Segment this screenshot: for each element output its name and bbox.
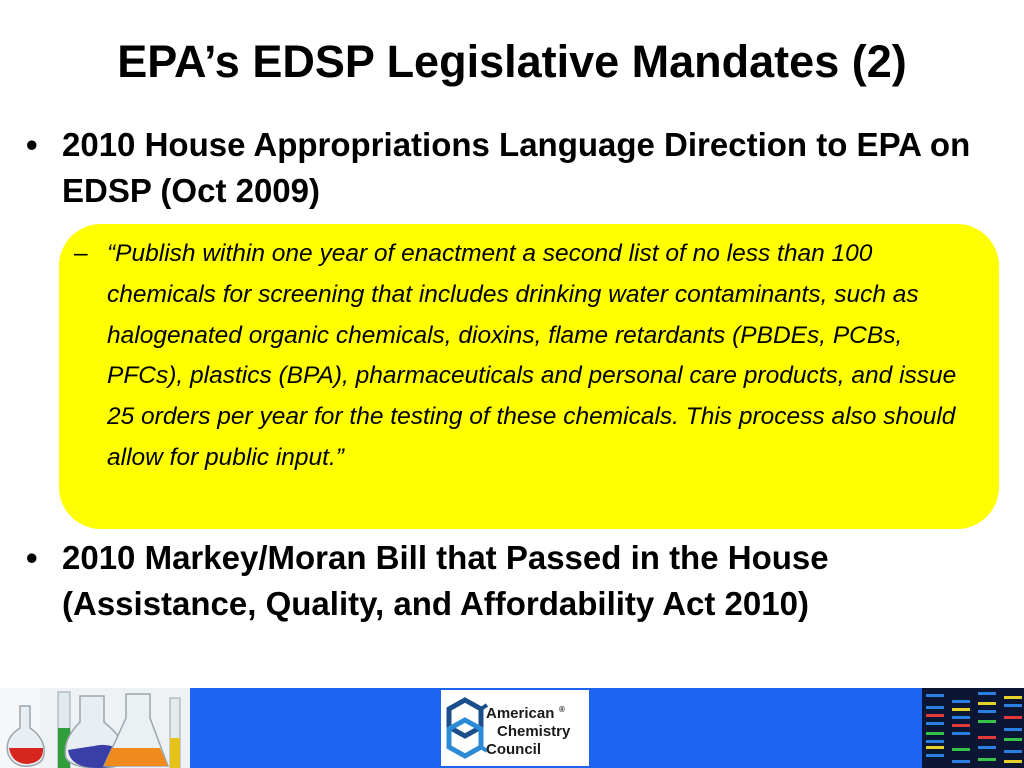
slide-title: EPA’s EDSP Legislative Mandates (2)	[117, 36, 907, 87]
bullet-text: 2010 Markey/Moran Bill that Passed in the House (Assistance, Quality, and Affordability Act 2010)	[62, 539, 829, 622]
bullet-text: 2010 House Appropriations Language Direction to EPA on EDSP (Oct 2009)	[62, 126, 971, 209]
dna-gel-icon	[922, 688, 1024, 768]
lab-glassware-image	[0, 688, 190, 768]
bullet-item	[22, 535, 1012, 627]
bullet-item	[22, 122, 1012, 214]
lab-glassware-icon	[0, 688, 190, 768]
footer-bar	[0, 688, 1024, 768]
logo-text-line3: Council	[486, 741, 541, 758]
logo-registered-mark: ®	[559, 705, 565, 714]
american-chemistry-council-logo	[441, 690, 589, 766]
logo-text-line1: American	[486, 705, 555, 722]
logo-text-line2: Chemistry	[497, 723, 571, 740]
sub-bullet-quote: “Publish within one year of enactment a second list of no less than 100 chemicals for screening that includes drinking water contaminants, such as halogenated organic chemicals, dioxins, flame retardants (PBDEs, PCBs, PFCs), plastics (BPA), pharmaceuticals and personal care products, and issue 25 orders per year for the testing of these chemicals. This process also should allow for public input.”	[107, 240, 957, 471]
sub-bullet-item	[74, 234, 979, 479]
bullet-marker: •	[26, 126, 38, 163]
sub-bullet-marker: –	[74, 240, 88, 267]
dna-sequence-image	[922, 688, 1024, 768]
bullet-marker: •	[26, 539, 38, 576]
